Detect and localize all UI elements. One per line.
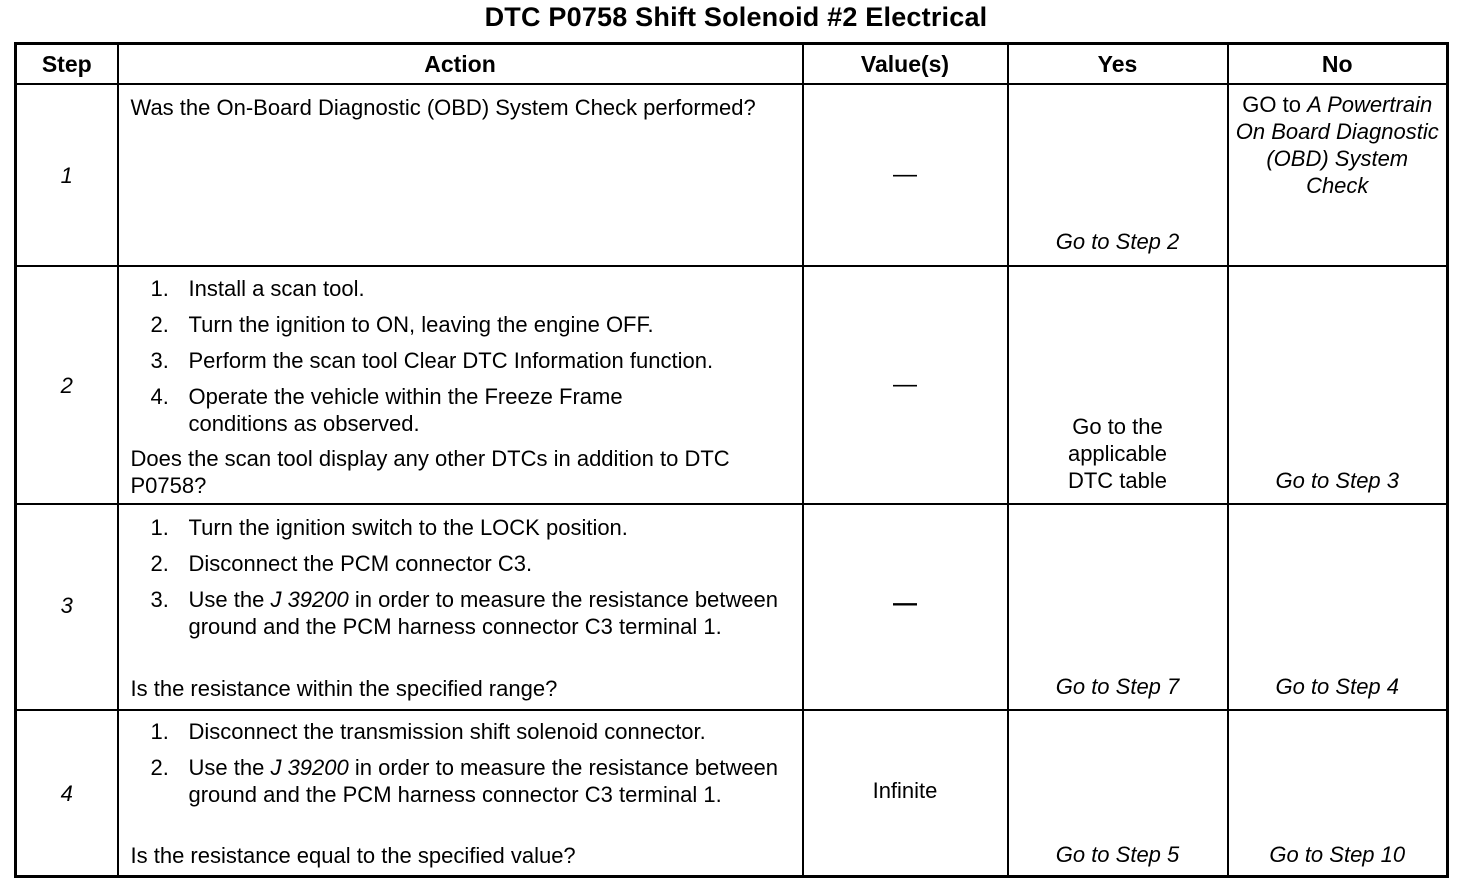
- yes-cell: [1008, 710, 1228, 876]
- step-number: 4: [60, 781, 73, 806]
- action-step: 3. Use the J 39200 in order to measure the resistance between ground and the PCM harness connector C3 terminal 1.: [150, 587, 778, 639]
- action-question: Is the resistance equal to the specified value?: [130, 843, 576, 868]
- value-text: Infinite: [872, 778, 938, 803]
- action-step: 4. Operate the vehicle within the Freeze Frame conditions as observed.: [150, 384, 623, 436]
- yes-result: Go to Step 5: [1055, 842, 1180, 867]
- action-step: 3. Perform the scan tool Clear DTC Information function.: [150, 348, 714, 373]
- yes-result: Go to Step 2: [1055, 229, 1180, 254]
- value-cell: [803, 710, 1008, 876]
- table-row: [16, 84, 1448, 266]
- action-steps: [131, 275, 792, 446]
- no-cell: [1228, 266, 1448, 504]
- action-step: 1. Turn the ignition switch to the LOCK position.: [150, 515, 628, 540]
- action-step: 1. Disconnect the transmission shift solenoid connector.: [150, 719, 706, 744]
- step-cell: [16, 266, 118, 504]
- action-cell: [118, 84, 803, 266]
- table-row: [16, 266, 1448, 504]
- step-cell: [16, 710, 118, 876]
- action-step: 2. Use the J 39200 in order to measure the resistance between ground and the PCM harness connector C3 terminal 1.: [150, 755, 778, 807]
- action-step: 2. Turn the ignition to ON, leaving the engine OFF.: [150, 312, 654, 337]
- no-cell: [1228, 710, 1448, 876]
- no-result: [1235, 91, 1441, 199]
- value-text: —: [893, 161, 917, 188]
- yes-cell: [1008, 84, 1228, 266]
- yes-cell: [1008, 266, 1228, 504]
- no-result: Go to Step 10: [1269, 842, 1406, 867]
- tool-reference: J 39200: [270, 587, 349, 612]
- diagnostic-table: [14, 42, 1449, 878]
- action-steps: [131, 514, 792, 649]
- obd-system-check-link: A Powertrain On Board Diagnostic (OBD) System Check: [1235, 92, 1439, 198]
- value-cell: [803, 84, 1008, 266]
- header-no: No: [1228, 44, 1448, 85]
- step-number: 3: [60, 593, 73, 618]
- no-cell: [1228, 504, 1448, 710]
- action-cell: [118, 710, 803, 876]
- step-cell: [16, 84, 118, 266]
- action-question: Does the scan tool display any other DTCs in addition to DTC P0758?: [130, 446, 730, 498]
- header-row: [16, 44, 1448, 85]
- action-question: Is the resistance within the specified range?: [130, 676, 558, 701]
- table-row: [16, 710, 1448, 876]
- header-action: Action: [118, 44, 803, 85]
- no-result: Go to Step 3: [1275, 468, 1400, 493]
- action-cell: [118, 504, 803, 710]
- no-result: Go to Step 4: [1275, 674, 1400, 699]
- yes-result: Go to the applicable DTC table: [1067, 414, 1168, 493]
- no-cell: [1228, 84, 1448, 266]
- action-cell: [118, 266, 803, 504]
- action-step: 2. Disconnect the PCM connector C3.: [150, 551, 533, 576]
- page-title: DTC P0758 Shift Solenoid #2 Electrical: [484, 2, 988, 32]
- step-number: 2: [60, 373, 73, 398]
- header-step: Step: [16, 44, 118, 85]
- action-steps: [131, 718, 792, 817]
- value-cell: [803, 504, 1008, 710]
- value-text: —: [893, 371, 917, 398]
- header-values: Value(s): [803, 44, 1008, 85]
- no-result-prefix: GO to: [1242, 92, 1301, 117]
- table-row: [16, 504, 1448, 710]
- action-question: Was the On-Board Diagnostic (OBD) System Check performed?: [130, 95, 756, 120]
- action-step: 1. Install a scan tool.: [150, 276, 365, 301]
- step-number: 1: [60, 163, 73, 188]
- value-cell: [803, 266, 1008, 504]
- step-cell: [16, 504, 118, 710]
- yes-cell: [1008, 504, 1228, 710]
- tool-reference: J 39200: [270, 755, 349, 780]
- value-text: —: [893, 590, 917, 617]
- yes-result: Go to Step 7: [1055, 674, 1180, 699]
- header-yes: Yes: [1008, 44, 1228, 85]
